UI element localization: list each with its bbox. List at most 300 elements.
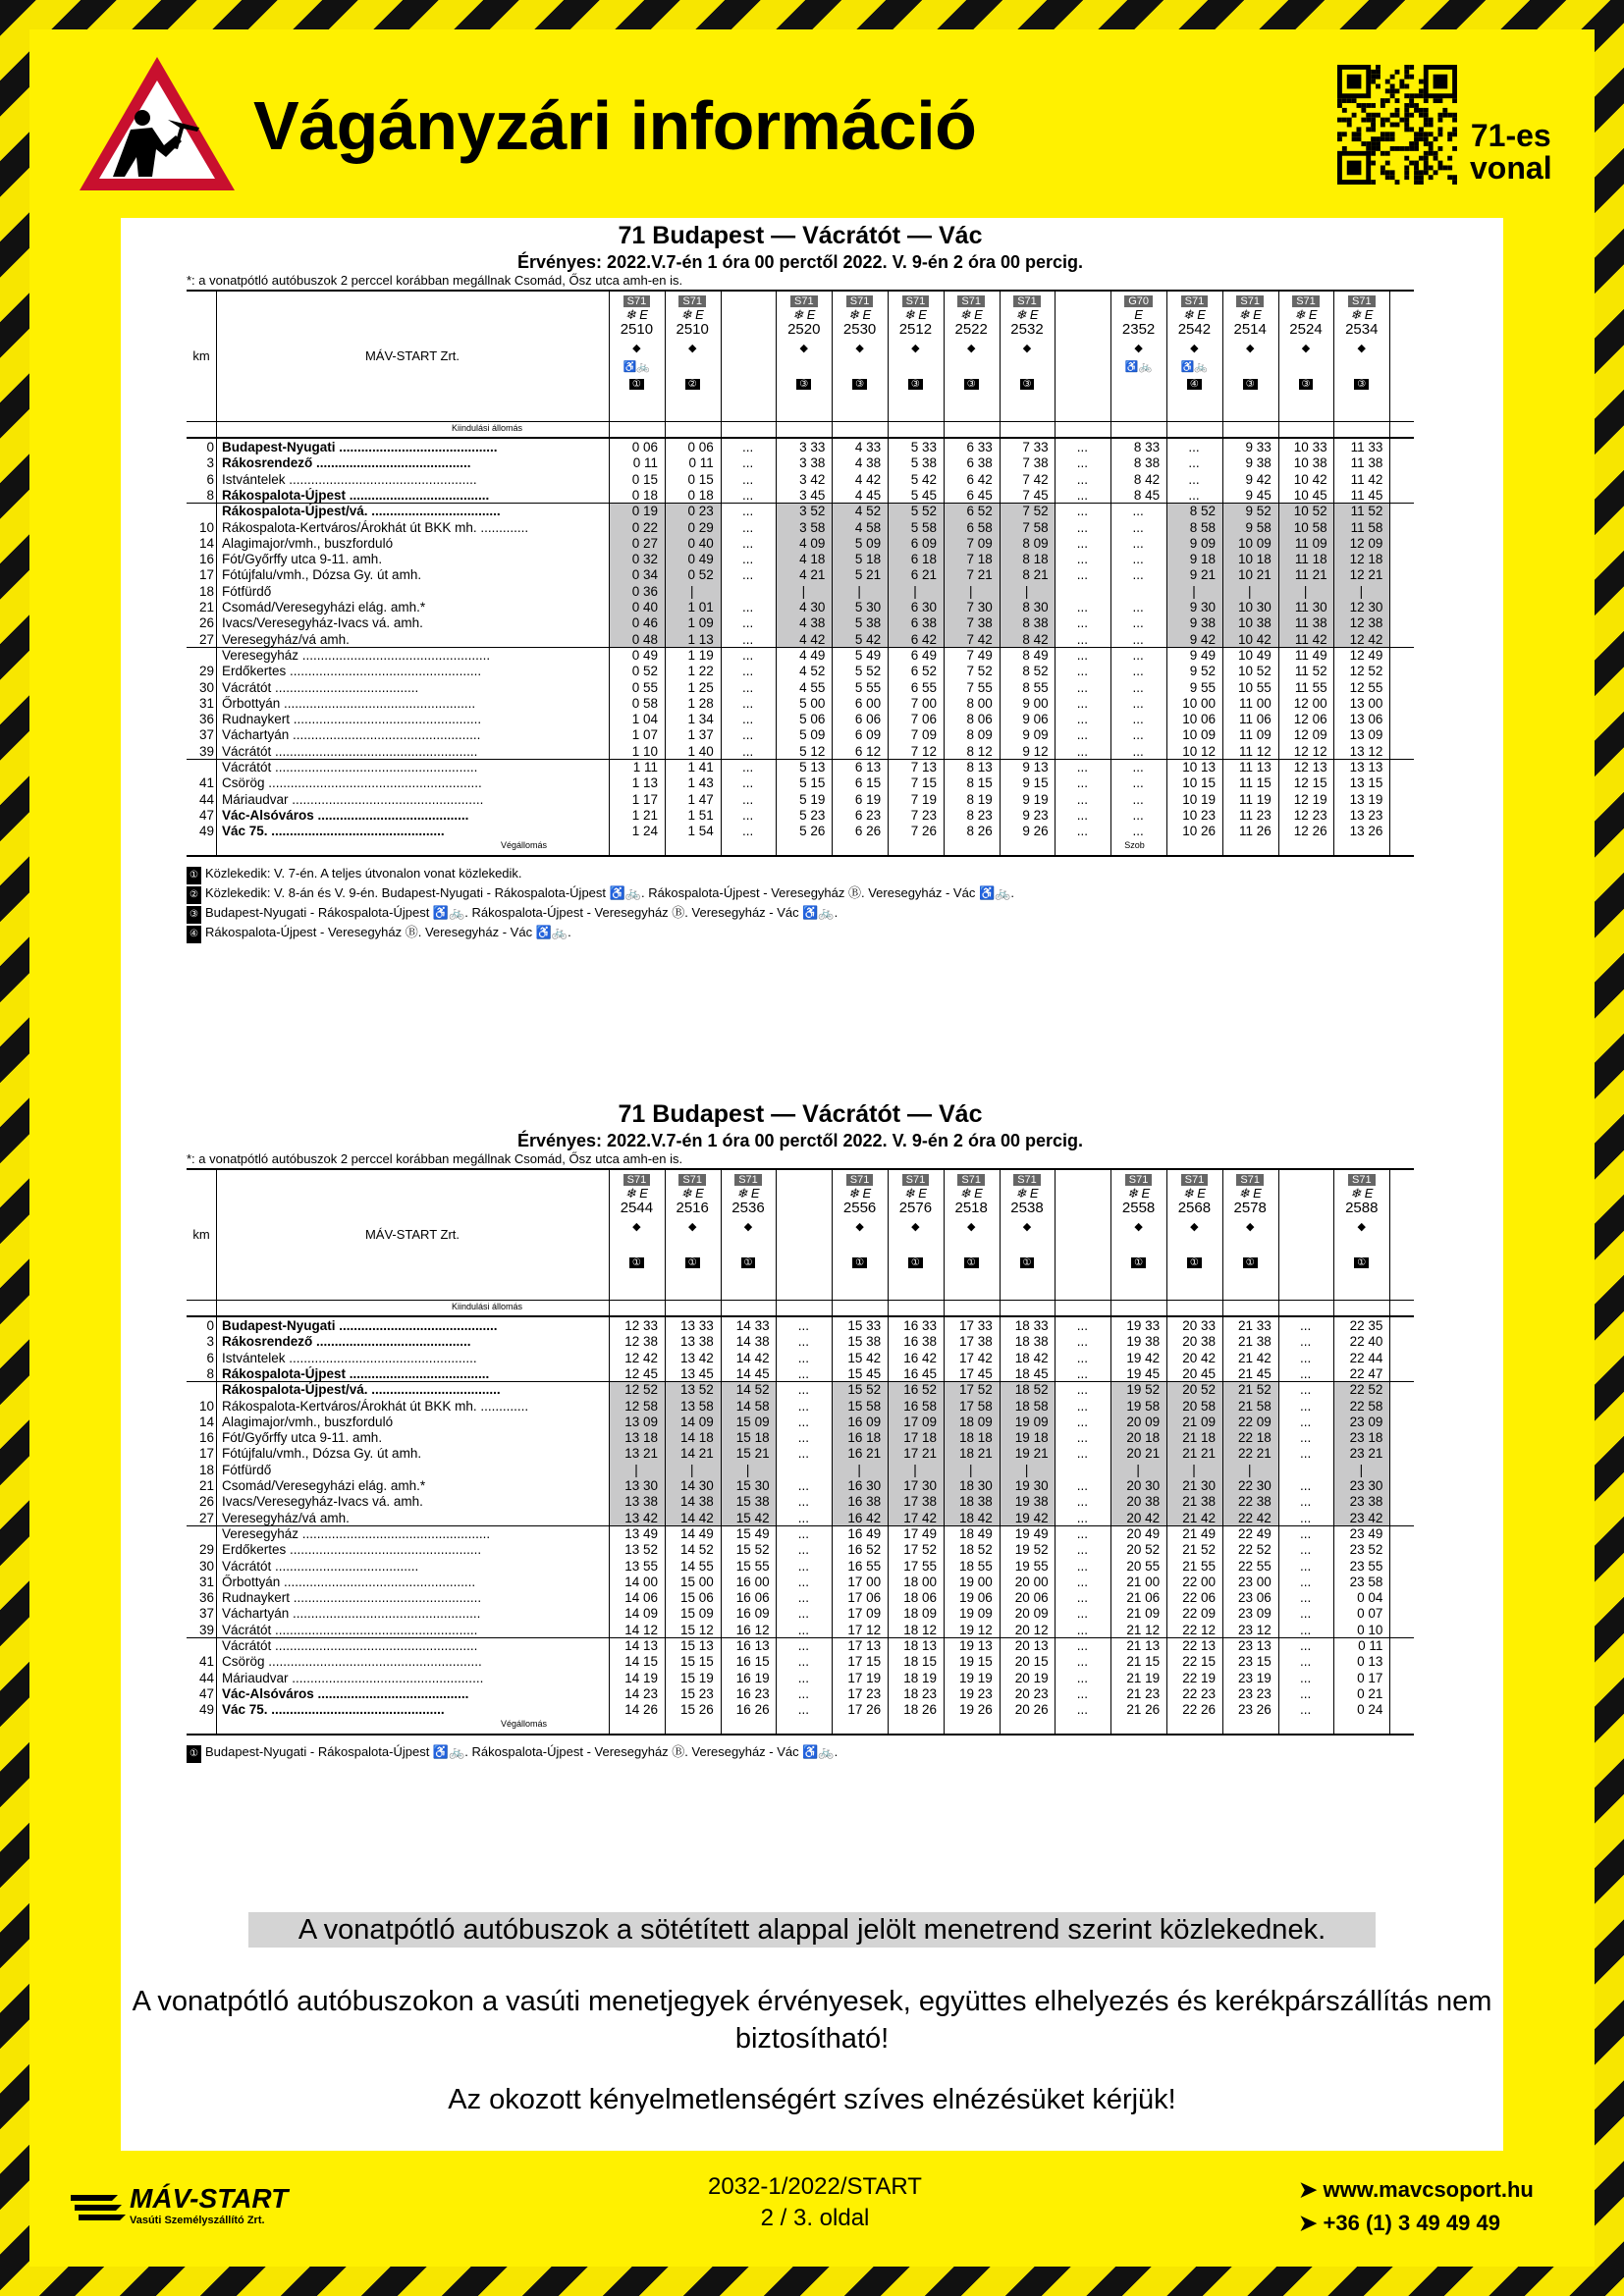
service-symbols: ❄ E [1294, 307, 1318, 322]
km-value: 3 [206, 1334, 214, 1350]
bicycle-icon [888, 359, 944, 375]
time-cell: ... [1076, 1446, 1089, 1462]
bicycle-icon [1000, 359, 1056, 375]
footnote-marker: ② [187, 886, 201, 904]
time-cell: ... [1299, 1574, 1312, 1589]
train-number: 2556 [842, 1200, 877, 1216]
time-cell: 12 21 [1349, 567, 1383, 583]
time-cell: 19 00 [959, 1574, 993, 1589]
time-cell: | [745, 1462, 750, 1477]
time-cell: ... [797, 1622, 810, 1637]
km-value: 41 [198, 775, 214, 791]
time-cell: 18 33 [1014, 1318, 1049, 1333]
bicycle-icon [832, 1238, 888, 1254]
time-cell: 23 21 [1349, 1446, 1383, 1462]
line-tag: S71 [1181, 295, 1209, 307]
time-cell: 19 58 [1126, 1398, 1161, 1414]
time-cell: 18 09 [903, 1606, 937, 1622]
footnote-marker: ① [629, 1257, 644, 1268]
time-cell: 6 19 [854, 791, 882, 807]
time-cell: 0 49 [687, 552, 714, 567]
time-cell: 20 09 [1126, 1414, 1161, 1429]
time-cell: 8 26 [966, 824, 993, 839]
time-cell: ... [1299, 1590, 1312, 1606]
time-cell: 23 19 [1238, 1670, 1272, 1685]
time-cell: 21 26 [1126, 1702, 1161, 1718]
station-name: Veresegyház ................................................... [222, 1525, 491, 1541]
time-cell: 18 00 [903, 1574, 937, 1589]
timetable-row [187, 488, 1414, 504]
time-cell: 5 09 [799, 727, 826, 743]
time-cell: ... [741, 807, 754, 823]
direction-icon: ◆ [1301, 343, 1311, 354]
time-cell: ... [741, 600, 754, 614]
time-cell: 10 26 [1182, 824, 1216, 839]
time-cell: ... [1076, 1702, 1089, 1718]
time-cell: 16 38 [903, 1334, 937, 1350]
time-cell: 8 00 [966, 695, 993, 711]
time-cell: ... [741, 552, 754, 567]
time-cell: 21 42 [1182, 1510, 1216, 1525]
time-cell: 22 42 [1238, 1510, 1272, 1525]
time-cell: 17 00 [847, 1574, 882, 1589]
time-cell: 21 55 [1182, 1558, 1216, 1574]
time-cell: 10 09 [1182, 727, 1216, 743]
time-cell: ... [1076, 1478, 1089, 1493]
time-cell: 9 38 [1245, 455, 1272, 471]
time-cell: 19 52 [1126, 1382, 1161, 1398]
time-cell: ... [1132, 727, 1144, 743]
time-cell: 22 23 [1182, 1685, 1216, 1701]
time-cell: 6 30 [910, 600, 937, 614]
time-cell: ... [1076, 1574, 1089, 1589]
time-cell: 1 34 [687, 712, 714, 727]
time-cell: ... [1076, 1542, 1089, 1558]
time-cell: ... [1076, 535, 1089, 551]
time-cell: 16 09 [735, 1606, 770, 1622]
footnote-marker: ③ [908, 379, 923, 390]
time-cell: 20 52 [1126, 1542, 1161, 1558]
time-cell: 8 18 [1022, 552, 1049, 567]
direction-icon: ◆ [743, 1221, 753, 1233]
train-number: 2542 [1177, 321, 1212, 338]
train-number: 2514 [1233, 321, 1267, 338]
footnote-marker: ① [187, 1745, 201, 1763]
footnote-marker: ③ [1354, 379, 1369, 390]
time-cell: 7 38 [1022, 455, 1049, 471]
time-cell: ... [1076, 519, 1089, 535]
time-cell: 13 49 [624, 1525, 658, 1541]
timetable-row [187, 1542, 1414, 1558]
time-cell: 3 38 [799, 455, 826, 471]
time-cell: 17 52 [903, 1542, 937, 1558]
time-cell: 14 42 [680, 1510, 714, 1525]
service-symbols: ❄ E [903, 1186, 927, 1201]
apology-notice: Az okozott kényelmetlenségért szíves elnézésüket kérjük! [448, 2084, 1176, 2115]
time-cell: ... [1299, 1382, 1312, 1398]
station-name: Vácrátót ....................................................... [222, 1622, 478, 1637]
time-cell: 6 58 [966, 519, 993, 535]
time-cell: 19 49 [1014, 1525, 1049, 1541]
time-cell: 10 19 [1182, 791, 1216, 807]
time-cell: 7 21 [966, 567, 993, 583]
km-value: 29 [198, 664, 214, 679]
train-column-header [944, 292, 1000, 421]
time-cell: 8 19 [966, 791, 993, 807]
footnote-marker: ① [1020, 1257, 1035, 1268]
time-cell: ... [741, 664, 754, 679]
time-cell: 21 12 [1126, 1622, 1161, 1637]
time-cell: ... [1299, 1542, 1312, 1558]
station-name: Váchartyán ................................................... [222, 1606, 481, 1622]
time-cell: 6 23 [854, 807, 882, 823]
time-cell: ... [1299, 1430, 1312, 1446]
time-cell: 9 19 [1022, 791, 1049, 807]
time-cell: 5 06 [799, 712, 826, 727]
time-cell: ... [741, 519, 754, 535]
km-header: km [192, 348, 210, 363]
time-cell: ... [1076, 455, 1089, 471]
time-cell: 22 00 [1182, 1574, 1216, 1589]
time-cell: 10 33 [1293, 440, 1327, 454]
km-value: 16 [198, 552, 214, 567]
direction-icon: ◆ [855, 1221, 864, 1233]
service-symbols: ❄ E [1238, 307, 1262, 322]
time-cell: 22 18 [1238, 1430, 1272, 1446]
time-cell: 0 17 [1357, 1670, 1383, 1685]
time-cell: 11 23 [1239, 807, 1272, 823]
train-number: 2352 [1121, 321, 1156, 338]
time-cell: 16 12 [735, 1622, 770, 1637]
time-cell: 14 13 [624, 1638, 658, 1653]
time-cell: 17 13 [847, 1638, 882, 1653]
time-cell: 8 09 [966, 727, 993, 743]
km-header: km [192, 1227, 210, 1242]
time-cell: ... [1076, 1654, 1089, 1670]
time-cell: 11 55 [1294, 679, 1327, 695]
line-tag: S71 [623, 295, 651, 307]
time-cell: 23 42 [1349, 1510, 1383, 1525]
time-cell: 22 40 [1349, 1334, 1383, 1350]
time-cell: 19 26 [959, 1702, 993, 1718]
service-symbols: ❄ E [1350, 1186, 1374, 1201]
footnote-marker: ③ [796, 379, 811, 390]
time-cell: 18 52 [1014, 1382, 1049, 1398]
service-symbols: ❄ E [1015, 307, 1039, 322]
time-cell: 7 09 [910, 727, 937, 743]
train-column-header [776, 292, 832, 421]
phone-number[interactable] [1299, 2207, 1534, 2240]
time-cell: 7 52 [1022, 504, 1049, 519]
time-cell: 4 52 [854, 504, 882, 519]
train-column-header [1110, 292, 1166, 421]
time-cell: 11 38 [1350, 455, 1383, 471]
time-cell: 23 06 [1238, 1590, 1272, 1606]
time-cell: 16 52 [903, 1382, 937, 1398]
operator-header: MÁV-START Zrt. [364, 1227, 460, 1242]
time-cell: 16 30 [847, 1478, 882, 1493]
km-value: 36 [198, 712, 214, 727]
footnote-marker: ① [629, 379, 644, 390]
time-cell: 13 06 [1349, 712, 1383, 727]
train-column-header [1000, 1170, 1056, 1300]
time-cell: 10 09 [1238, 535, 1272, 551]
time-cell: 15 00 [680, 1574, 714, 1589]
time-cell: 6 06 [854, 712, 882, 727]
time-cell: 18 55 [959, 1558, 993, 1574]
time-cell: ... [1076, 1638, 1089, 1653]
time-cell: 0 40 [687, 535, 714, 551]
block-title: 71 Budapest — Vácrátót — Vác [618, 1100, 983, 1128]
time-cell: 22 52 [1238, 1542, 1272, 1558]
time-cell: | [1192, 583, 1196, 599]
time-cell: 16 06 [735, 1590, 770, 1606]
footnote-marker: ① [1243, 1257, 1258, 1268]
bicycle-icon [609, 1238, 665, 1254]
time-cell: ... [1076, 471, 1089, 487]
time-cell: 6 55 [910, 679, 937, 695]
bicycle-icon [944, 359, 1000, 375]
service-symbols: ❄ E [1126, 1186, 1151, 1201]
direction-icon: ◆ [687, 1221, 697, 1233]
timetable-row [187, 504, 1414, 519]
time-cell: | [969, 583, 973, 599]
km-value: 30 [198, 1558, 214, 1574]
service-symbols: ❄ E [959, 1186, 983, 1201]
km-value: 17 [198, 1446, 214, 1462]
mav-wings-icon [69, 2181, 128, 2230]
service-symbols: ❄ E [624, 307, 648, 322]
time-cell: ... [1299, 1334, 1312, 1350]
time-cell: 11 21 [1294, 567, 1327, 583]
time-cell: 18 18 [959, 1430, 993, 1446]
time-cell: 4 58 [854, 519, 882, 535]
time-cell: ... [797, 1494, 810, 1510]
time-cell: 0 48 [631, 631, 658, 647]
time-cell: 0 23 [687, 504, 714, 519]
time-cell: ... [797, 1446, 810, 1462]
km-value: 37 [198, 727, 214, 743]
train-number: 2532 [1010, 321, 1044, 338]
station-name: Vácrátót ....................................................... [222, 743, 478, 759]
time-cell: 5 09 [854, 535, 882, 551]
time-cell: 22 30 [1238, 1478, 1272, 1493]
time-cell: 23 00 [1238, 1574, 1272, 1589]
time-cell: ... [1299, 1654, 1312, 1670]
time-cell: 13 52 [624, 1542, 658, 1558]
time-cell: 14 52 [735, 1382, 770, 1398]
footnote-text: Rákospalota-Újpest - Veresegyház Ⓑ. Veresegyház - Vác ♿🚲. [204, 924, 571, 939]
km-value: 36 [198, 1590, 214, 1606]
time-cell: 10 13 [1182, 760, 1216, 774]
line-tag: G70 [1124, 295, 1153, 307]
time-cell: 5 30 [854, 600, 882, 614]
time-cell: 19 30 [1014, 1478, 1049, 1493]
time-cell: 5 33 [910, 440, 937, 454]
time-cell: 1 41 [687, 760, 714, 774]
time-cell: ... [741, 775, 754, 791]
km-value: 31 [198, 1574, 214, 1589]
line-tag: S71 [902, 1174, 930, 1186]
timetable-grid [187, 1168, 1414, 1735]
time-cell: 17 21 [903, 1446, 937, 1462]
time-cell: 12 18 [1349, 552, 1383, 567]
footnote [187, 1743, 1414, 1763]
time-cell: 9 26 [1022, 824, 1049, 839]
time-cell: 20 21 [1126, 1446, 1161, 1462]
station-name: Fótújfalu/vmh., Dózsa Gy. út amh. [222, 567, 422, 583]
time-cell: ... [1076, 695, 1089, 711]
time-cell: ... [1132, 647, 1144, 663]
time-cell: 6 49 [910, 647, 937, 663]
service-symbols: ❄ E [847, 307, 872, 322]
time-cell: 6 38 [966, 455, 993, 471]
line-tag: S71 [623, 1174, 651, 1186]
time-cell: 20 06 [1014, 1590, 1049, 1606]
time-cell: ... [1299, 1685, 1312, 1701]
time-cell: 0 15 [687, 471, 714, 487]
time-cell: ... [797, 1334, 810, 1350]
time-cell: 18 45 [1014, 1365, 1049, 1381]
train-number: 2530 [842, 321, 877, 338]
station-name: Vác 75. ............................................... [222, 1702, 445, 1718]
line-tag: S71 [1181, 1174, 1209, 1186]
time-cell: 21 49 [1182, 1525, 1216, 1541]
time-cell: 0 36 [631, 583, 658, 599]
time-cell: 13 30 [624, 1478, 658, 1493]
time-cell: 14 30 [680, 1478, 714, 1493]
time-cell: 1 22 [687, 664, 714, 679]
time-cell: 12 42 [624, 1350, 658, 1365]
stop-note: *: a vonatpótló autóbuszok 2 perccel korábban megállnak Csomád, Ősz utca amh-en is. [187, 1151, 683, 1166]
km-value: 18 [198, 1462, 214, 1477]
validity-line: Érvényes: 2022.V.7-én 1 óra 00 perctől 2022. V. 9-én 2 óra 00 percig. [517, 252, 1083, 272]
time-cell: 6 15 [854, 775, 882, 791]
time-cell: 0 58 [631, 695, 658, 711]
station-name: Vácrátót ....................................................... [222, 760, 478, 774]
time-cell: 18 13 [903, 1638, 937, 1653]
timetable-row [187, 1590, 1414, 1606]
time-cell: 21 21 [1182, 1446, 1216, 1462]
time-cell: 8 06 [966, 712, 993, 727]
time-cell: 7 06 [910, 712, 937, 727]
time-cell: 11 19 [1239, 791, 1272, 807]
time-cell: 20 15 [1014, 1654, 1049, 1670]
station-name: Veresegyház/vá amh. [222, 631, 350, 647]
time-cell: 5 26 [799, 824, 826, 839]
time-cell: ... [1076, 807, 1089, 823]
time-cell: 9 38 [1189, 615, 1216, 631]
time-cell: 21 45 [1238, 1365, 1272, 1381]
km-value: 27 [198, 1510, 214, 1525]
time-cell: ... [797, 1365, 810, 1381]
line-tag: S71 [957, 295, 985, 307]
train-number: 2524 [1289, 321, 1323, 338]
time-cell: 20 23 [1014, 1685, 1049, 1701]
time-cell: 7 18 [966, 552, 993, 567]
time-cell: 22 12 [1182, 1622, 1216, 1637]
station-name: Veresegyház/vá amh. [222, 1510, 350, 1525]
station-name: Budapest-Nyugati ........................................... [222, 1318, 498, 1333]
time-cell: 21 38 [1238, 1334, 1272, 1350]
time-cell: 15 58 [847, 1398, 882, 1414]
km-value: 47 [198, 1685, 214, 1701]
time-cell: 5 49 [854, 647, 882, 663]
time-cell: ... [1299, 1702, 1312, 1718]
time-cell: ... [797, 1542, 810, 1558]
time-cell: ... [1299, 1622, 1312, 1637]
time-cell: ... [797, 1638, 810, 1653]
time-cell: ... [1132, 807, 1144, 823]
timetable-row [187, 1654, 1414, 1670]
time-cell: 5 18 [854, 552, 882, 567]
time-cell: 9 09 [1022, 727, 1049, 743]
time-cell: 17 06 [847, 1590, 882, 1606]
time-cell: 13 45 [680, 1365, 714, 1381]
time-cell: 17 09 [903, 1414, 937, 1429]
time-cell: 14 45 [735, 1365, 770, 1381]
time-cell: 14 09 [680, 1414, 714, 1429]
time-cell: 21 38 [1182, 1494, 1216, 1510]
time-cell: 17 49 [903, 1525, 937, 1541]
mav-start-logo: MÁV-START [130, 2183, 289, 2214]
header-rule [187, 1315, 1414, 1317]
footnote-marker: ③ [852, 379, 867, 390]
time-cell: ... [1076, 1622, 1089, 1637]
time-cell: 20 38 [1126, 1494, 1161, 1510]
time-cell: 20 38 [1182, 1334, 1216, 1350]
time-cell: 0 11 [632, 455, 658, 471]
time-cell: 0 11 [688, 455, 714, 471]
time-cell: 19 38 [1126, 1334, 1161, 1350]
time-cell: 17 52 [959, 1382, 993, 1398]
train-column-header [721, 292, 777, 421]
website-link[interactable] [1299, 2173, 1534, 2207]
time-cell: 14 06 [624, 1590, 658, 1606]
time-cell: ... [1076, 791, 1089, 807]
time-cell: 13 12 [1349, 743, 1383, 759]
time-cell: 16 13 [735, 1638, 770, 1653]
footnote-marker: ③ [1299, 379, 1314, 390]
time-cell: 7 26 [910, 824, 937, 839]
time-cell: ... [1299, 1606, 1312, 1622]
station-name: Rákospalota-Kertváros/Árokhát út BKK mh. ............. [222, 519, 529, 535]
time-cell: | [1303, 583, 1308, 599]
arrow-icon: ➤ [1299, 2177, 1324, 2202]
time-cell: 4 18 [799, 552, 826, 567]
time-cell: 15 09 [680, 1606, 714, 1622]
time-cell: 14 15 [624, 1654, 658, 1670]
time-cell: 17 38 [959, 1334, 993, 1350]
time-cell: 20 18 [1126, 1430, 1161, 1446]
time-cell: 21 30 [1182, 1478, 1216, 1493]
origin-label: Kiindulási állomás [452, 1302, 523, 1311]
time-cell: 0 34 [631, 567, 658, 583]
time-cell: 1 21 [631, 807, 658, 823]
time-cell: 22 44 [1349, 1350, 1383, 1365]
time-cell: 12 09 [1349, 535, 1383, 551]
time-cell: 4 38 [854, 455, 882, 471]
train-number: 2536 [731, 1200, 765, 1216]
timetable-row [187, 1671, 1414, 1686]
time-cell: 6 42 [966, 471, 993, 487]
destination-label: Végállomás [501, 1718, 548, 1729]
time-cell: ... [797, 1702, 810, 1718]
time-cell: ... [1076, 1494, 1089, 1510]
direction-icon: ◆ [1022, 1221, 1032, 1233]
time-cell: ... [741, 727, 754, 743]
direction-icon: ◆ [1190, 343, 1199, 354]
